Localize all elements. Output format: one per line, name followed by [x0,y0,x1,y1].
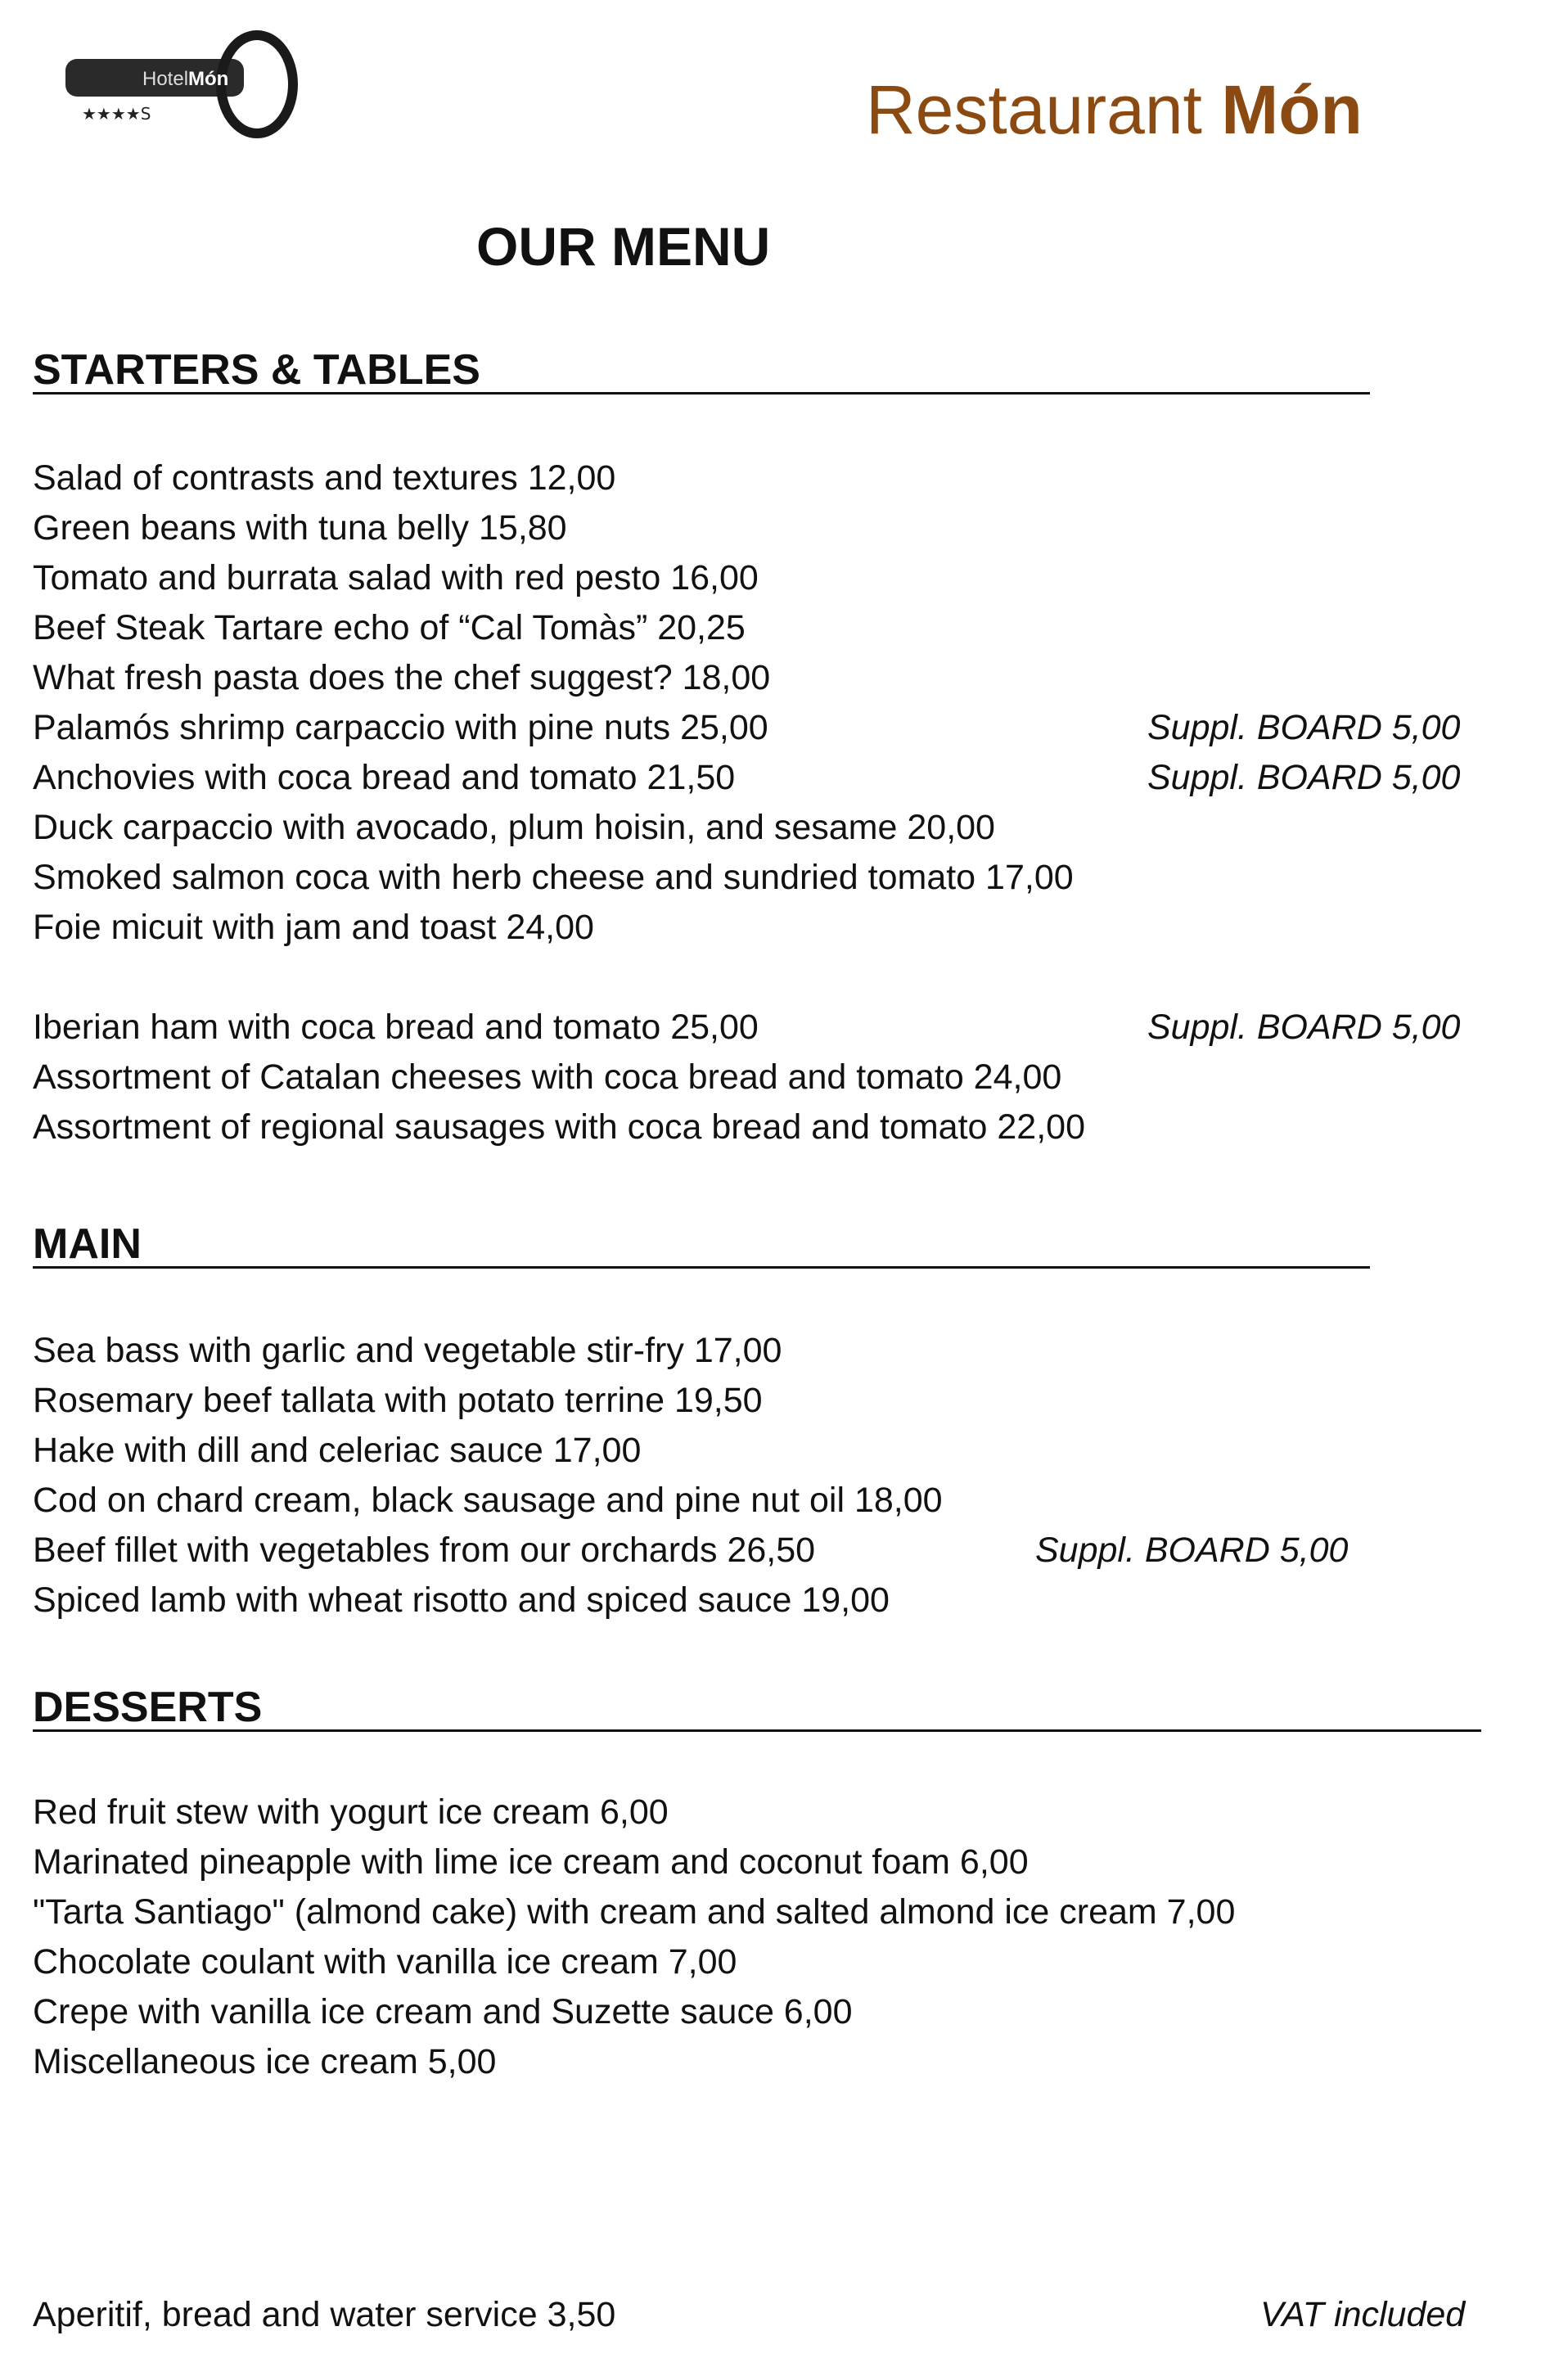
supplement-note: Suppl. BOARD 5,00 [1035,1531,1349,1570]
menu-item: Sea bass with garlic and vegetable stir-fry 17,00 [33,1331,782,1370]
hotel-mon-logo [64,28,309,142]
menu-item: Marinated pineapple with lime ice cream and coconut foam 6,00 [33,1842,1029,1882]
restaurant-title-prefix: Restaurant [866,71,1202,148]
page-title: OUR MENU [476,216,771,277]
section-header-main [33,1221,1370,1269]
menu-item: Cod on chard cream, black sausage and pine nut oil 18,00 [33,1481,943,1520]
restaurant-title [866,71,1363,148]
section-header-desserts [33,1684,1481,1732]
menu-item: Green beans with tuna belly 15,80 [33,508,567,548]
menu-item: What fresh pasta does the chef suggest? 18,00 [33,658,771,697]
section-title-main: MAIN [33,1220,142,1268]
menu-item: Rosemary beef tallata with potato terrine 19,50 [33,1381,763,1420]
menu-item: Spiced lamb with wheat risotto and spiced sauce 19,00 [33,1580,890,1620]
vat-note: VAT included [1260,2295,1466,2334]
menu-item: Palamós shrimp carpaccio with pine nuts 25,00 [33,708,768,747]
service-charge-note: Aperitif, bread and water service 3,50 [33,2295,616,2334]
section-header-starters [33,347,1370,394]
section-title-starters: STARTERS & TABLES [33,346,480,394]
menu-item: Foie micuit with jam and toast 24,00 [33,908,594,947]
menu-item: Red fruit stew with yogurt ice cream 6,00 [33,1792,669,1832]
supplement-note: Suppl. BOARD 5,00 [1147,758,1461,797]
menu-item: Chocolate coulant with vanilla ice cream 7,00 [33,1942,737,1982]
menu-item: Miscellaneous ice cream 5,00 [33,2042,497,2081]
menu-item: Beef fillet with vegetables from our orchards 26,50 [33,1531,816,1570]
menu-item: Salad of contrasts and textures 12,00 [33,458,616,498]
menu-item: Duck carpaccio with avocado, plum hoisin, and sesame 20,00 [33,808,995,847]
logo-stars: ★★★★S [82,104,151,124]
menu-item: Assortment of regional sausages with coca bread and tomato 22,00 [33,1107,1085,1147]
menu-item: Crepe with vanilla ice cream and Suzette sauce 6,00 [33,1992,853,2031]
menu-item: Smoked salmon coca with herb cheese and sundried tomato 17,00 [33,858,1074,897]
menu-item: Anchovies with coca bread and tomato 21,50 [33,758,736,797]
supplement-note: Suppl. BOARD 5,00 [1147,1008,1461,1047]
section-title-desserts: DESSERTS [33,1684,263,1731]
menu-item: Hake with dill and celeriac sauce 17,00 [33,1431,642,1470]
menu-item: Tomato and burrata salad with red pesto 16,00 [33,558,759,597]
logo-hotel-text: HotelMón [142,68,229,90]
supplement-note: Suppl. BOARD 5,00 [1147,708,1461,747]
menu-item: Assortment of Catalan cheeses with coca bread and tomato 24,00 [33,1057,1062,1097]
menu-item: Beef Steak Tartare echo of “Cal Tomàs” 20,25 [33,608,746,647]
restaurant-title-brand: Món [1221,71,1363,148]
menu-item: Iberian ham with coca bread and tomato 25,00 [33,1008,759,1047]
menu-item: "Tarta Santiago" (almond cake) with cream and salted almond ice cream 7,00 [33,1892,1236,1932]
